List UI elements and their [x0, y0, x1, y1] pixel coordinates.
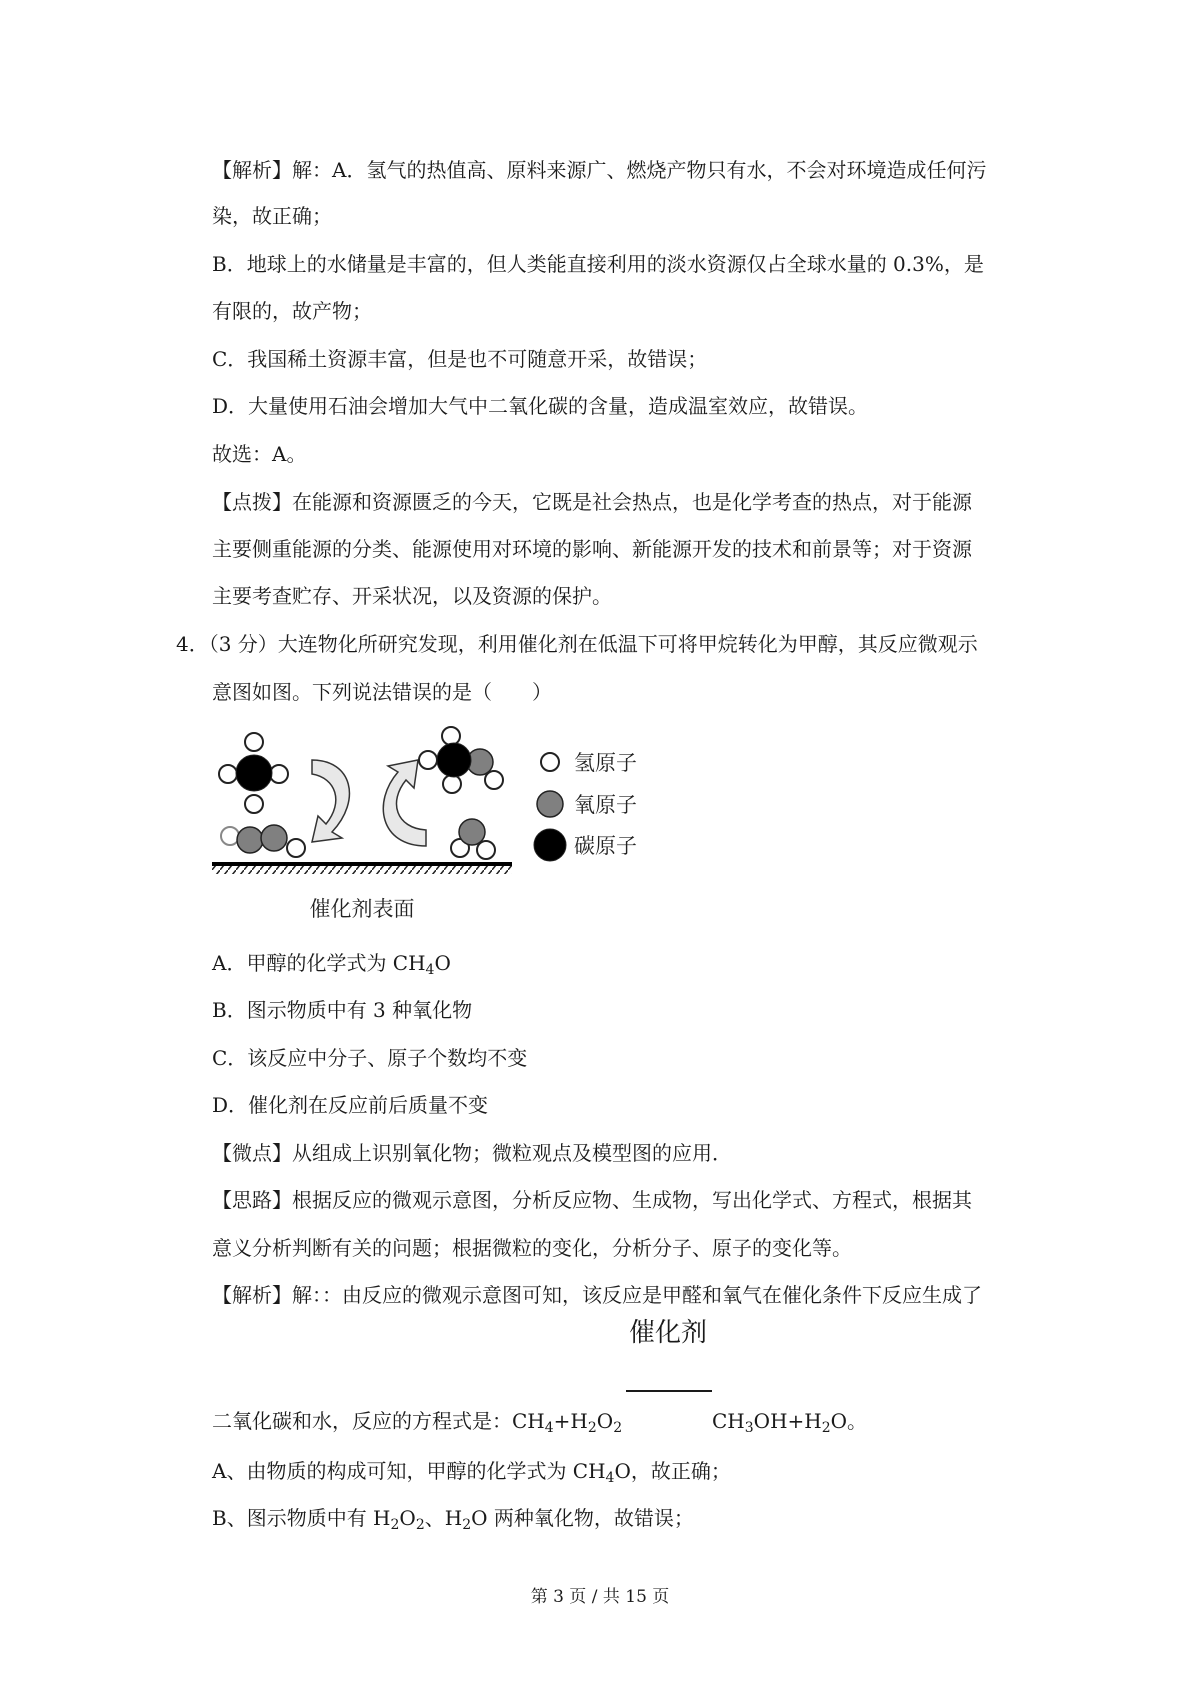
tip-line-1: 【点拨】在能源和资源匮乏的今天，它既是社会热点，也是化学考查的热点，对于能源 — [212, 490, 972, 514]
silu-line-2: 意义分析判断有关的问题；根据微粒的变化，分析分子、原子的变化等。 — [212, 1236, 852, 1260]
silu-line-1: 【思路】根据反应的微观示意图，分析反应物、生成物，写出化学式、方程式，根据其 — [212, 1188, 972, 1212]
legend-hydrogen-icon — [541, 753, 559, 771]
legend — [534, 751, 637, 861]
option-d: D．催化剂在反应前后质量不变 — [212, 1093, 489, 1117]
equation-line-right: $CH_3OH+H_2O$。 — [712, 1409, 868, 1436]
equation-line-left: 二氧化碳和水，反应的方程式是：$CH_4+H_2O_2$ — [212, 1409, 623, 1436]
reaction-condition-bar — [626, 1390, 712, 1392]
reaction-micro-diagram — [212, 720, 712, 935]
page-footer: 第 3 页 / 共 15 页 — [530, 1587, 670, 1607]
legend-oxygen-icon — [537, 791, 563, 817]
answer-line: 故选：A。 — [212, 442, 307, 466]
curved-arrow-up-icon — [383, 760, 426, 846]
catalyst-surface-label: 催化剂表面 — [309, 897, 415, 921]
legend-carbon-label: 碳原子 — [574, 834, 637, 858]
methane-molecule — [219, 733, 288, 813]
option-b: B．图示物质中有 3 种氧化物 — [212, 998, 473, 1022]
analysis-line-4: 有限的，故产物； — [212, 299, 372, 323]
option-c: C．该反应中分子、原子个数均不变 — [212, 1046, 528, 1070]
hydrogen-peroxide-molecule — [221, 825, 305, 857]
tip-line-2: 主要侧重能源的分类、能源使用对环境的影响、新能源开发的技术和前景等；对于资源 — [212, 537, 972, 561]
analysis-line-2: 染，故正确； — [212, 204, 332, 228]
legend-oxygen-label: 氧原子 — [574, 793, 637, 817]
curved-arrow-down-icon — [312, 760, 349, 842]
question-4-stem-1: 4．（3 分）大连物化所研究发现，利用催化剂在低温下可将甲烷转化为甲醇，其反应微观示 — [176, 632, 978, 656]
question-4-stem-2: 意图如图。下列说法错误的是（ ） — [212, 680, 552, 704]
catalyst-surface — [212, 864, 512, 874]
option-a: A．甲醇的化学式为 $CH_4O$ — [212, 951, 451, 978]
answer-b-line: B、图示物质中有 $H_2O_2$、$H_2O$ 两种氧化物，故错误； — [212, 1506, 694, 1533]
water-molecule — [451, 819, 495, 859]
jiexi-line-1: 【解析】解：：由反应的微观示意图可知，该反应是甲醛和氧气在催化条件下反应生成了 — [212, 1283, 982, 1307]
analysis-line-3: B．地球上的水储量是丰富的，但人类能直接利用的淡水资源仅占全球水量的 0.3%，是 — [212, 252, 984, 276]
reaction-condition: 催化剂 — [628, 1318, 707, 1348]
answer-a-line: A、由物质的构成可知，甲醇的化学式为 $CH_4O$，故正确； — [212, 1459, 731, 1486]
weidian-line: 【微点】从组成上识别氧化物；微粒观点及模型图的应用． — [212, 1141, 732, 1165]
methanol-molecule — [419, 727, 503, 793]
legend-hydrogen-label: 氢原子 — [574, 751, 637, 775]
analysis-line-5: C．我国稀土资源丰富，但是也不可随意开采，故错误； — [212, 347, 708, 371]
reaction-diagram-svg — [212, 720, 712, 935]
analysis-line-1: 【解析】解：A．氢气的热值高、原料来源广、燃烧产物只有水，不会对环境造成任何污 — [212, 158, 987, 182]
tip-line-3: 主要考查贮存、开采状况，以及资源的保护。 — [212, 584, 612, 608]
analysis-line-6: D．大量使用石油会增加大气中二氧化碳的含量，造成温室效应，故错误。 — [212, 394, 869, 418]
legend-carbon-icon — [534, 829, 566, 861]
